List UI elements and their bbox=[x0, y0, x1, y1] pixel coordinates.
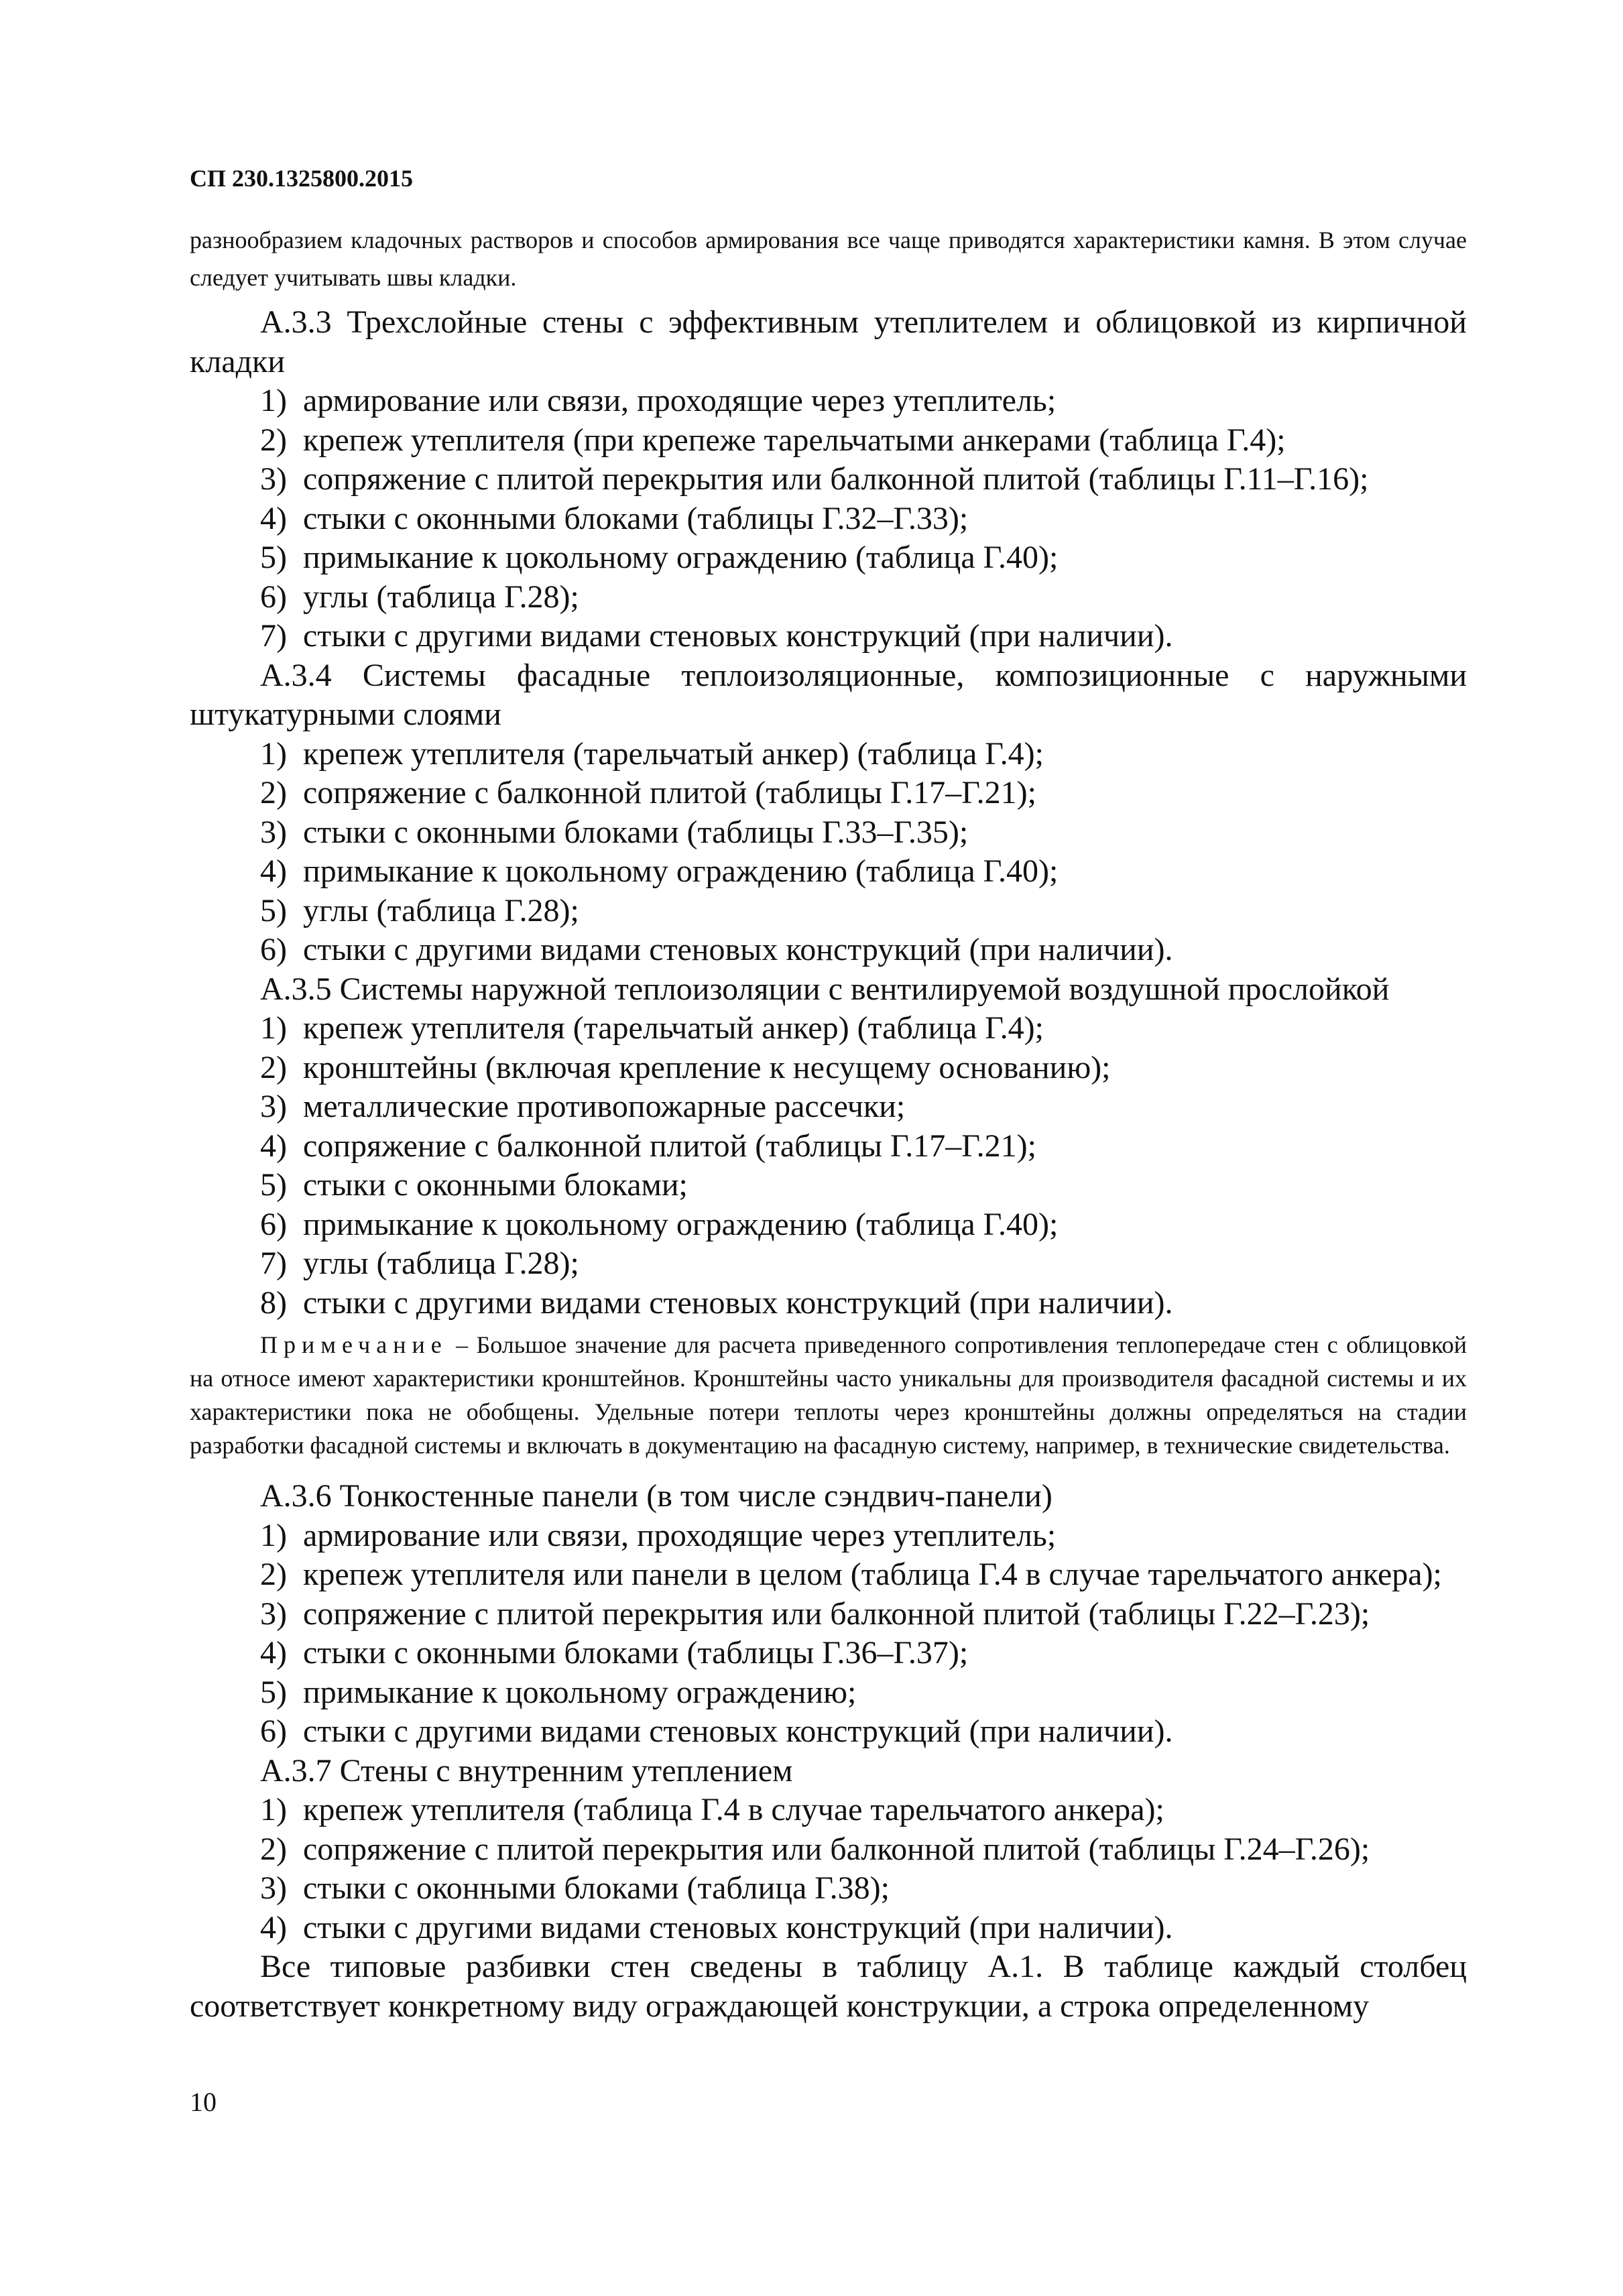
list-item-number: 5) bbox=[260, 892, 287, 928]
list-item-text: углы (таблица Г.28); bbox=[303, 892, 579, 928]
list-item bbox=[190, 1127, 1467, 1166]
list-item-number: 1) bbox=[260, 383, 287, 418]
list-item-text: примыкание к цокольному ограждению; bbox=[303, 1674, 857, 1710]
list-item-text: стыки с другими видами стеновых конструкций (при наличии). bbox=[303, 1713, 1173, 1749]
list-item bbox=[190, 930, 1467, 970]
closing-paragraph: Все типовые разбивки стен сведены в таблицу А.1. В таблице каждый столбец соответствует конкретному виду ограждающей конструкции, а строка определенному bbox=[190, 1949, 1467, 2024]
list-item bbox=[190, 1673, 1467, 1713]
list-item bbox=[190, 381, 1467, 421]
section-title-a34: А.3.4 Системы фасадные теплоизоляционные, композиционные с наружными штукатурными слоями bbox=[190, 657, 1467, 732]
list-item-text: сопряжение с балконной плитой (таблицы Г.17–Г.21); bbox=[303, 775, 1036, 810]
list-item-number: 6) bbox=[260, 1713, 287, 1749]
list-item-number: 6) bbox=[260, 932, 287, 967]
list-item bbox=[190, 813, 1467, 853]
list-item bbox=[190, 578, 1467, 617]
list-item-number: 2) bbox=[260, 1557, 287, 1592]
list-item-number: 3) bbox=[260, 1870, 287, 1906]
list-item-text: примыкание к цокольному ограждению (таблица Г.40); bbox=[303, 540, 1059, 575]
list-item-number: 8) bbox=[260, 1284, 287, 1321]
list-item bbox=[190, 1555, 1467, 1595]
document-page bbox=[190, 0, 1467, 2296]
list-item-number: 2) bbox=[260, 1831, 287, 1867]
list-item-text: примыкание к цокольному ограждению (таблица Г.40); bbox=[303, 1206, 1059, 1242]
document-code-header: СП 230.1325800.2015 bbox=[190, 165, 413, 192]
list-item bbox=[190, 1205, 1467, 1245]
list-item bbox=[190, 617, 1467, 656]
section-title-a35: А.3.5 Системы наружной теплоизоляции с вентилируемой воздушной прослойкой bbox=[260, 971, 1390, 1007]
list-item-number: 4) bbox=[260, 1909, 287, 1945]
list-item-number: 4) bbox=[260, 853, 287, 889]
list-item-text: крепеж утеплителя (тарельчатый анкер) (таблица Г.4); bbox=[303, 1010, 1044, 1046]
list-item-number: 2) bbox=[260, 775, 287, 810]
list-item-number: 5) bbox=[260, 540, 287, 575]
list-item-number: 4) bbox=[260, 1128, 287, 1164]
list-item-number: 6) bbox=[260, 1206, 287, 1242]
list-item bbox=[190, 774, 1467, 813]
list-item bbox=[190, 1048, 1467, 1088]
list-item-number: 4) bbox=[260, 1635, 287, 1671]
section-title-a36: А.3.6 Тонкостенные панели (в том числе сэндвич-панели) bbox=[260, 1478, 1053, 1514]
list-item-text: стыки с другими видами стеновых конструкций (при наличии). bbox=[303, 1909, 1173, 1945]
page-number: 10 bbox=[190, 2087, 217, 2117]
list-item-text: крепеж утеплителя или панели в целом (таблица Г.4 в случае тарельчатого анкера); bbox=[303, 1557, 1442, 1592]
list-item-number: 1) bbox=[260, 1792, 287, 1827]
list-item-number: 2) bbox=[260, 422, 287, 458]
note-text: – Большое значение для расчета приведенного сопротивления теплопередаче стен с облицовкой на относе имеют характеристики кронштейнов. Кронштейны часто уникальны для производителя фасадной системы и их характеристики пока не обобщены. Удельные потери теплоты через кронштейны должны определяться на стадии разработки фасадной системы и включать в документацию на фасадную систему, например, в технические свидетельства. bbox=[190, 1331, 1467, 1459]
list-item bbox=[190, 1009, 1467, 1048]
list-item bbox=[190, 421, 1467, 461]
list-item-text: углы (таблица Г.28); bbox=[303, 1246, 579, 1281]
list-item-text: армирование или связи, проходящие через утеплитель; bbox=[303, 1517, 1057, 1553]
list-item bbox=[190, 460, 1467, 499]
list-item-text: крепеж утеплителя (тарельчатый анкер) (таблица Г.4); bbox=[303, 735, 1044, 772]
note-paragraph bbox=[190, 1328, 1467, 1462]
list-item bbox=[190, 1595, 1467, 1634]
list-item-text: примыкание к цокольному ограждению (таблица Г.40); bbox=[303, 853, 1059, 889]
list-item-number: 7) bbox=[260, 618, 287, 654]
list-item bbox=[190, 1909, 1467, 1948]
list-item-number: 6) bbox=[260, 579, 287, 615]
list-item-number: 1) bbox=[260, 1010, 287, 1046]
list-item-text: металлические противопожарные рассечки; bbox=[303, 1089, 906, 1124]
list-item-number: 4) bbox=[260, 500, 287, 536]
list-item bbox=[190, 852, 1467, 892]
list-item-text: стыки с оконными блоками (таблицы Г.33–Г.35); bbox=[303, 814, 969, 850]
list-item-text: армирование или связи, проходящие через утеплитель; bbox=[303, 383, 1057, 418]
list-item-text: стыки с другими видами стеновых конструкций (при наличии). bbox=[303, 618, 1173, 654]
main-text bbox=[190, 303, 1467, 2026]
list-item-number: 7) bbox=[260, 1246, 287, 1281]
section-title-a33: А.3.3 Трехслойные стены с эффективным утеплителем и облицовкой из кирпичной кладки bbox=[190, 304, 1467, 379]
list-item bbox=[190, 1087, 1467, 1127]
list-item-text: кронштейны (включая крепление к несущему основанию); bbox=[303, 1049, 1111, 1085]
list-item bbox=[190, 1712, 1467, 1752]
list-item bbox=[190, 538, 1467, 578]
list-item-number: 3) bbox=[260, 1595, 287, 1632]
list-item-number: 5) bbox=[260, 1167, 287, 1203]
list-item-text: стыки с оконными блоками (таблица Г.38); bbox=[303, 1870, 890, 1906]
list-item-text: сопряжение с балконной плитой (таблицы Г.17–Г.21); bbox=[303, 1128, 1036, 1164]
list-item-number: 2) bbox=[260, 1049, 287, 1085]
list-item bbox=[190, 735, 1467, 774]
list-item bbox=[190, 1284, 1467, 1323]
list-item-text: стыки с оконными блоками (таблицы Г.32–Г.33); bbox=[303, 500, 969, 536]
list-item-text: крепеж утеплителя (при крепеже тарельчатыми анкерами (таблица Г.4); bbox=[303, 422, 1286, 458]
list-item bbox=[190, 892, 1467, 931]
list-item bbox=[190, 1869, 1467, 1909]
intro-paragraph: разнообразием кладочных растворов и способов армирования все чаще приводятся характеристики камня. В этом случае следует учитывать швы кладки. bbox=[190, 227, 1467, 291]
list-item-text: стыки с другими видами стеновых конструкций (при наличии). bbox=[303, 932, 1173, 967]
list-item-number: 3) bbox=[260, 461, 287, 497]
list-item-text: углы (таблица Г.28); bbox=[303, 579, 579, 615]
list-item bbox=[190, 1166, 1467, 1205]
list-item-text: сопряжение с плитой перекрытия или балконной плитой (таблицы Г.22–Г.23); bbox=[303, 1595, 1370, 1632]
list-item-text: стыки с оконными блоками (таблицы Г.36–Г.37); bbox=[303, 1635, 969, 1671]
list-item-number: 1) bbox=[260, 1517, 287, 1553]
list-item-text: стыки с оконными блоками; bbox=[303, 1167, 688, 1203]
list-item-text: крепеж утеплителя (таблица Г.4 в случае тарельчатого анкера); bbox=[303, 1792, 1164, 1827]
list-item-number: 3) bbox=[260, 814, 287, 850]
list-item bbox=[190, 499, 1467, 539]
list-item-text: сопряжение с плитой перекрытия или балконной плитой (таблицы Г.24–Г.26); bbox=[303, 1831, 1370, 1867]
list-item bbox=[190, 1634, 1467, 1673]
list-item-number: 1) bbox=[260, 735, 287, 772]
list-item bbox=[190, 1830, 1467, 1870]
list-item bbox=[190, 1791, 1467, 1830]
list-item-text: стыки с другими видами стеновых конструкций (при наличии). bbox=[303, 1284, 1173, 1321]
section-title-a37: А.3.7 Стены с внутренним утеплением bbox=[260, 1752, 793, 1789]
list-item-number: 5) bbox=[260, 1674, 287, 1710]
list-item-number: 3) bbox=[260, 1089, 287, 1124]
note-label: Примечание bbox=[260, 1331, 448, 1358]
list-item bbox=[190, 1244, 1467, 1284]
list-item bbox=[190, 1516, 1467, 1556]
list-item-text: сопряжение с плитой перекрытия или балконной плитой (таблицы Г.11–Г.16); bbox=[303, 461, 1369, 497]
